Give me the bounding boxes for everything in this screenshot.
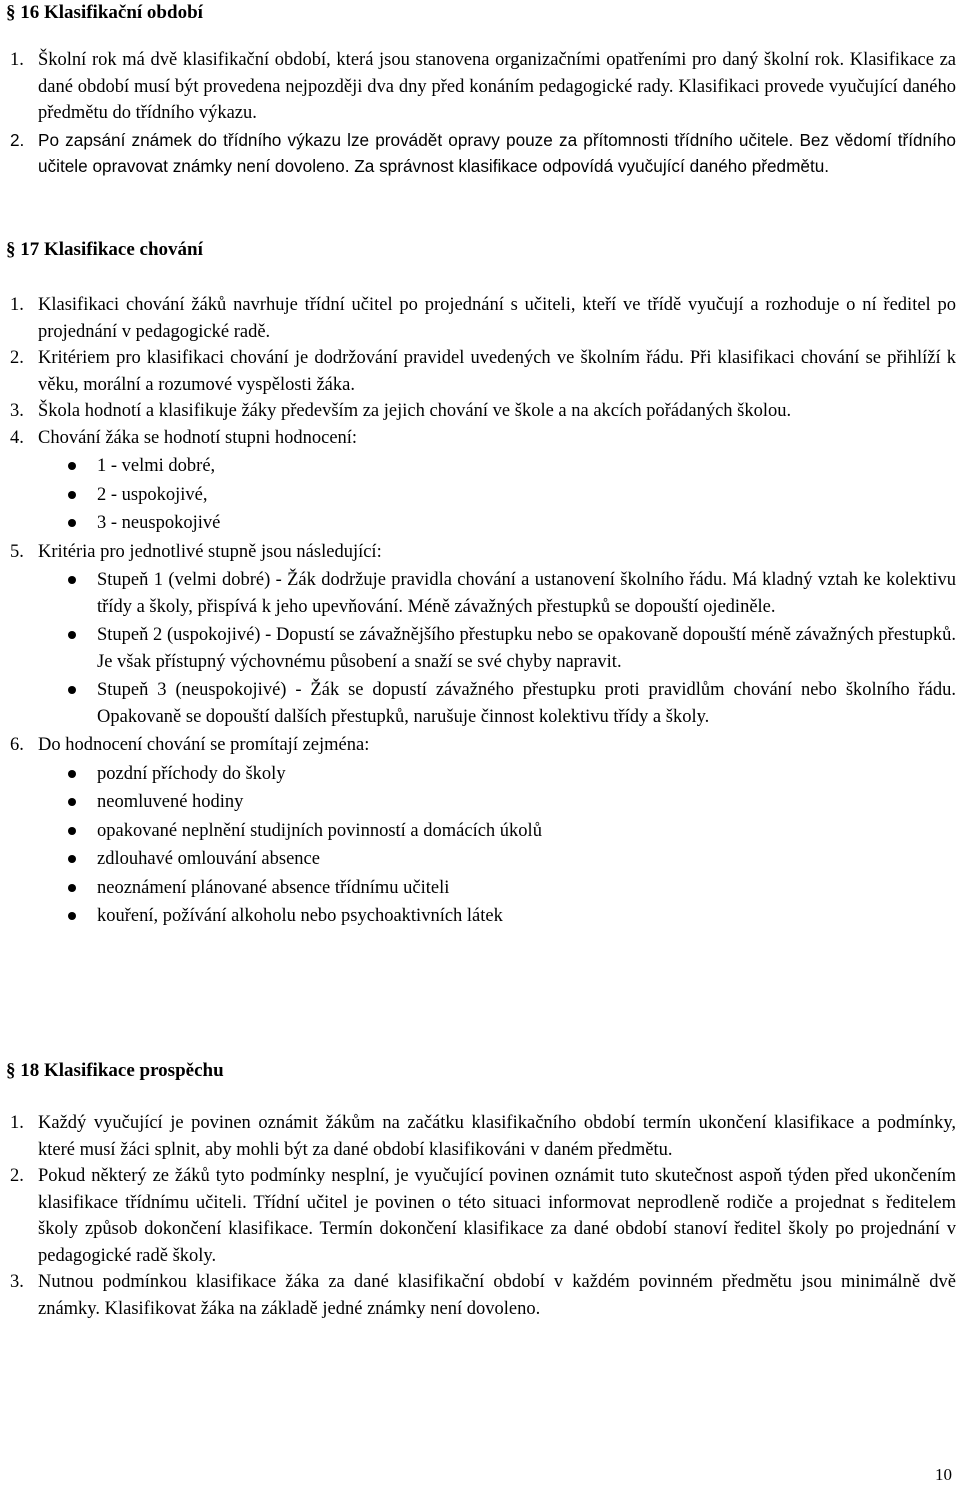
page-number: 10 [935, 1465, 952, 1484]
section-heading-16: § 16 Klasifikační období [6, 2, 203, 23]
section-heading-18: § 18 Klasifikace prospěchu [6, 1060, 224, 1081]
section-18-item-1 [10, 1110, 956, 1163]
list-item: Stupeň 1 (velmi dobré) - Žák dodržuje pravidla chování a ustanovení školního řádu. Má kladný vztah ke kolektivu třídy a školy, přispívá k jeho upevňování. Méně závažných přestupků se dopouští ojediněle. [10, 567, 956, 620]
item-number: 2. [10, 129, 25, 150]
item-text: Každý vyučující je povinen oznámit žákům na začátku klasifikačního období termín ukončení klasifikace a podmínky, které musí žáci splnit, aby mohli být za dané období klasifikováni v daném předmětu. [38, 1113, 956, 1160]
item-text: Škola hodnotí a klasifikuje žáky především za jejich chování ve škole a na akcích pořádaných školou. [38, 401, 792, 421]
item-number: 5. [10, 541, 24, 562]
grade-criteria-list [10, 567, 956, 730]
list-item: 3 - neuspokojivé [10, 510, 956, 537]
bullet-icon [68, 855, 76, 863]
list-item: kouření, požívání alkoholu nebo psychoaktivních látek [10, 903, 956, 930]
bullet-icon [68, 798, 76, 806]
section-16-body [10, 47, 956, 180]
bullet-icon [68, 912, 76, 920]
item-text: Klasifikaci chování žáků navrhuje třídní učitel po projednání s učiteli, kteří ve třídě vyučují a rozhoduje o ní ředitel po projednání v pedagogické radě. [38, 295, 956, 342]
list-item: zdlouhavé omlouvání absence [10, 846, 956, 873]
item-text: Školní rok má dvě klasifikační období, která jsou stanovena organizačními opatřeními pro daný školní rok. Klasifikace za dané období musí být provedena nejpozději dva dny před konáním pedagogické rady. Klasifikaci provede vyučující daného předmětu do třídního výkazu. [38, 50, 956, 123]
bullet-icon [68, 827, 76, 835]
section-18-body [10, 1110, 956, 1322]
section-16-item-1 [10, 47, 956, 127]
list-item: 1 - velmi dobré, [10, 453, 956, 480]
item-number: 2. [10, 1166, 24, 1186]
section-16-item-2 [10, 127, 956, 180]
list-item: neomluvené hodiny [10, 789, 956, 816]
item-number: 1. [10, 50, 24, 70]
bullet-icon [68, 576, 76, 584]
item-number: 1. [10, 295, 24, 315]
item-text: Chování žáka se hodnotí stupni hodnocení: [38, 427, 358, 448]
behavior-factors-list [10, 761, 956, 930]
item-number: 3. [10, 401, 24, 421]
section-17-item-5 [10, 539, 956, 566]
bullet-icon [68, 462, 76, 470]
section-heading-17: § 17 Klasifikace chování [6, 239, 203, 260]
item-number: 2. [10, 348, 24, 368]
section-18-item-2 [10, 1163, 956, 1269]
list-item: neoznámení plánované absence třídnímu učiteli [10, 875, 956, 902]
item-number: 1. [10, 1113, 24, 1133]
item-text: Nutnou podmínkou klasifikace žáka za dané klasifikační období v každém povinném předmětu jsou minimálně dvě známky. Klasifikovat žáka na základě jedné známky není dovoleno. [38, 1272, 956, 1319]
item-number: 4. [10, 427, 24, 448]
bullet-icon [68, 686, 76, 694]
item-text: Pokud některý ze žáků tyto podmínky nesplní, je vyučující povinen oznámit tuto skutečnost aspoň týden před ukončením klasifikace třídnímu učiteli. Třídní učitel je povinen o této situaci informovat neprodleně rodiče a projednat s ředitelem školy způsob dokončení klasifikace. Termín dokončení klasifikace za dané období stanoví ředitel školy po projednání v pedagogické radě školy. [38, 1166, 956, 1266]
item-text: Kritéria pro jednotlivé stupně jsou následující: [38, 541, 382, 562]
section-17-item-2 [10, 345, 956, 398]
bullet-icon [68, 770, 76, 778]
list-item: pozdní příchody do školy [10, 761, 956, 788]
item-text: Do hodnocení chování se promítají zejména: [38, 735, 370, 755]
list-item: opakované neplnění studijních povinností a domácích úkolů [10, 818, 956, 845]
item-text: Po zapsání známek do třídního výkazu lze provádět opravy pouze za přítomnosti třídního učitele. Bez vědomí třídního učitele opravovat známky není dovoleno. Za správnost klasifikace odpovídá vyučující daného předmětu. [38, 129, 956, 176]
section-17-item-4 [10, 425, 956, 452]
bullet-icon [68, 519, 76, 527]
section-18-item-3 [10, 1269, 956, 1322]
item-number: 3. [10, 1272, 24, 1292]
section-17-item-1 [10, 292, 956, 345]
bullet-icon [68, 631, 76, 639]
list-item: Stupeň 2 (uspokojivé) - Dopustí se závažnějšího přestupku nebo se opakovaně dopouští méně závažných přestupků. Je však přístupný výchovnému působení a snaží se své chyby napravit. [10, 622, 956, 675]
section-17-item-6 [10, 732, 956, 759]
bullet-icon [68, 884, 76, 892]
section-17-body [10, 292, 956, 932]
list-item: Stupeň 3 (neuspokojivé) - Žák se dopustí závažného přestupku proti pravidlům chování nebo školního řádu. Opakovaně se dopouští dalších přestupků, narušuje činnost kolektivu třídy a školy. [10, 677, 956, 730]
list-item: 2 - uspokojivé, [10, 482, 956, 509]
item-number: 6. [10, 735, 24, 755]
bullet-icon [68, 491, 76, 499]
section-17-item-3 [10, 398, 956, 425]
grade-levels-list [10, 453, 956, 537]
item-text: Kritériem pro klasifikaci chování je dodržování pravidel uvedených ve školním řádu. Při klasifikaci chování se přihlíží k věku, morální a rozumové vyspělosti žáka. [38, 348, 956, 395]
